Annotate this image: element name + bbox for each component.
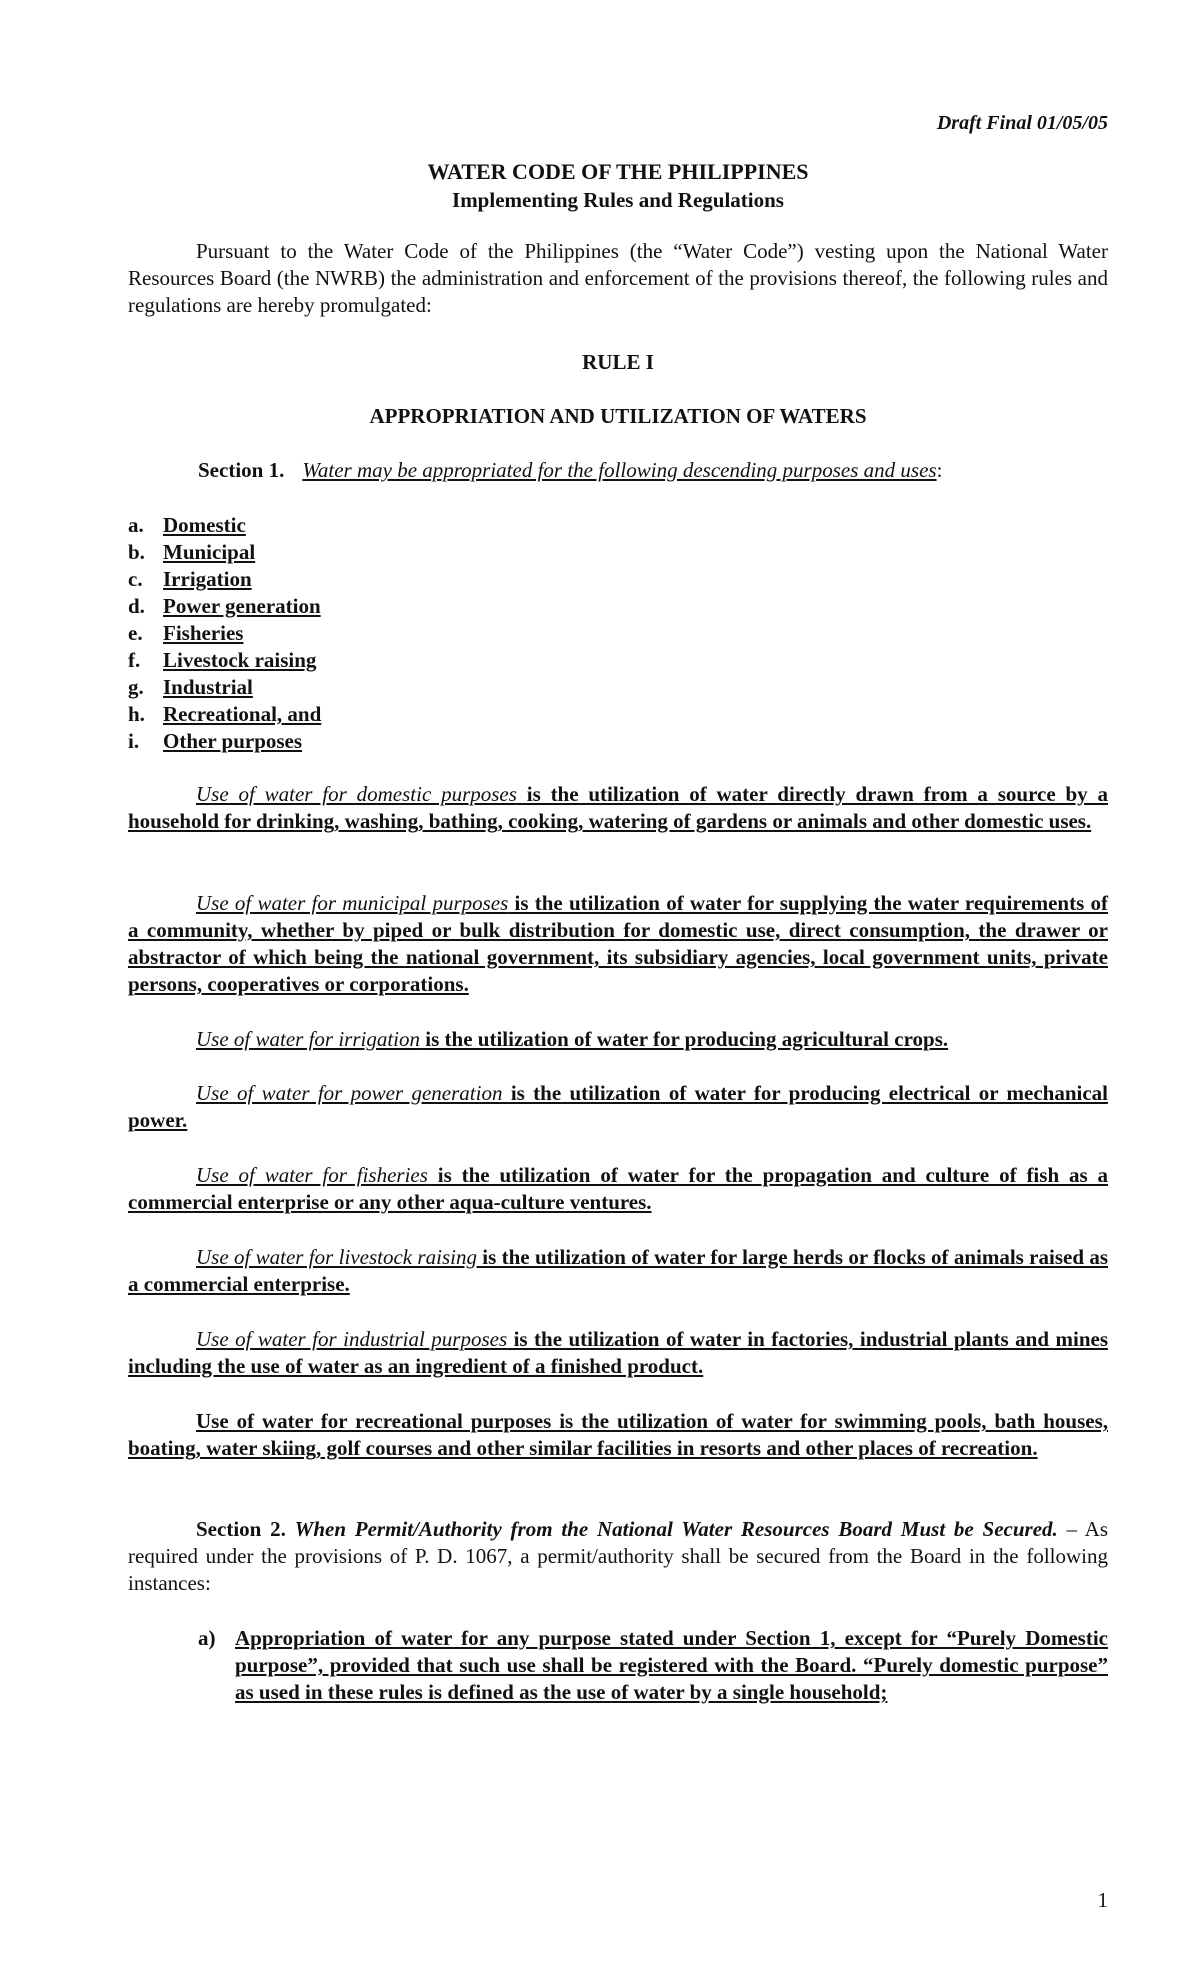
section-2-item-a (198, 1625, 1108, 1706)
draft-label: Draft Final 01/05/05 (936, 112, 1108, 134)
list-item: b. Municipal (128, 540, 256, 564)
section-1-colon: : (936, 458, 943, 482)
list-item: g. Industrial (128, 675, 253, 699)
section-1-label: Section 1. (198, 458, 285, 482)
section-2-label: Section 2. (196, 1517, 286, 1541)
list-item: e. Fisheries (128, 621, 244, 645)
list-item: c. Irrigation (128, 567, 252, 591)
intro-paragraph (128, 238, 1108, 319)
section-2-body: – As required under the provisions of P. D. 1067, a permit/authority shall be secured from the Board in the following instances: (128, 1517, 1109, 1595)
section-1-title: Water may be appropriated for the following descending purposes and uses (302, 458, 937, 482)
purposes-list (128, 512, 321, 755)
definition-irrigation: Use of water for irrigation is the utilization of water for producing agricultural crops. (196, 1027, 949, 1051)
page-number: 1 (1097, 1888, 1108, 1912)
section-2-title: When Permit/Authority from the National Water Resources Board Must be Secured. (294, 1517, 1058, 1541)
rule-heading: APPROPRIATION AND UTILIZATION OF WATERS (369, 404, 867, 428)
definition-power-generation: Use of water for power generation is the utilization of water for producing electrical or mechanical power. (128, 1081, 1108, 1132)
document-subtitle: Implementing Rules and Regulations (452, 188, 784, 212)
item-a-letter: a) (198, 1626, 216, 1650)
list-item: i. Other purposes (128, 729, 303, 753)
list-item: d. Power generation (128, 594, 321, 618)
section-1-heading (198, 458, 942, 483)
definition-industrial: Use of water for industrial purposes is the utilization of water in factories, industrial plants and mines including the use of water as an ingredient of a finished product. (128, 1327, 1108, 1378)
title-block (128, 158, 1108, 214)
definition-municipal: Use of water for municipal purposes is the utilization of water for supplying the water requirements of a community, whether by piped or bulk distribution for domestic use, direct consumption, the drawer or abstractor of which being the national government, its subsidiary agencies, local government units, private persons, cooperatives or corporations. (128, 891, 1108, 996)
document-title: WATER CODE OF THE PHILIPPINES (427, 159, 809, 184)
definition-recreational: Use of water for recreational purposes is the utilization of water for swimming pools, bath houses, boating, water skiing, golf courses and other similar facilities in resorts and other places of recreation. (128, 1409, 1108, 1460)
list-item: f. Livestock raising (128, 648, 317, 672)
item-a-text: Appropriation of water for any purpose stated under Section 1, except for “Purely Domestic purpose”, provided that such use shall be registered with the Board. “Purely domestic purpose” as used in these rules is defined as the use of water by a single household; (235, 1626, 1108, 1704)
rule-number: RULE I (582, 350, 654, 374)
definition-fisheries: Use of water for fisheries is the utilization of water for the propagation and culture of fish as a commercial enterprise or any other aqua-culture ventures. (128, 1163, 1109, 1214)
intro-text: Pursuant to the Water Code of the Philippines (the “Water Code”) vesting upon the National Water Resources Board (the NWRB) the administration and enforcement of the provisions thereof, the following rules and regulations are hereby promulgated: (128, 239, 1108, 317)
definition-domestic: Use of water for domestic purposes is the utilization of water directly drawn from a source by a household for drinking, washing, bathing, cooking, watering of gardens or animals and other domestic uses. (128, 782, 1108, 833)
section-2-paragraph (128, 1516, 1108, 1597)
list-item: a. Domestic (128, 513, 246, 537)
definition-livestock: Use of water for livestock raising is the utilization of water for large herds or flocks of animals raised as a commercial enterprise. (128, 1245, 1108, 1296)
list-item: h. Recreational, and (128, 702, 322, 726)
